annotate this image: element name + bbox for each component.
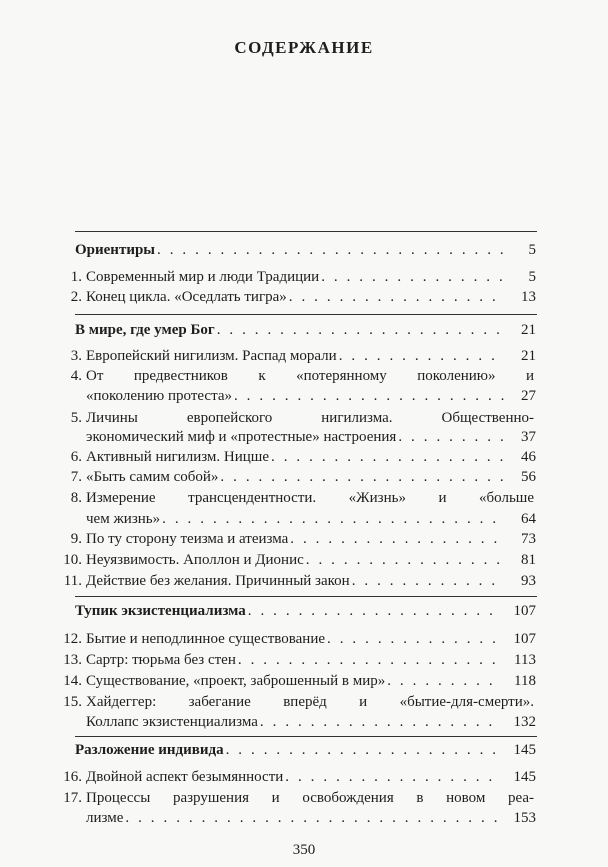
leader-dots — [220, 468, 504, 486]
entry-title-line: чем жизнь» — [86, 511, 161, 527]
entry-title-line: экономический миф и «протестные» настроения — [86, 429, 397, 445]
leader-dots — [339, 347, 504, 365]
entry-title: Европейский нигилизм. Распад морали — [86, 348, 337, 364]
entry-page: 153 — [513, 810, 536, 826]
entry-title-line: Хайдеггер: забегание вперёд и «бытие-для-смерти». — [86, 694, 534, 710]
entry-number: 15. — [63, 694, 82, 710]
entry-page: 107 — [513, 631, 536, 647]
leader-dots — [217, 321, 504, 339]
toc-entry[interactable] — [86, 489, 534, 507]
entry-page: 73 — [521, 531, 536, 547]
entry-number: 12. — [63, 631, 82, 647]
toc-entry[interactable] — [86, 551, 506, 569]
entry-title-line: Коллапс экзистенциализма — [86, 714, 258, 730]
leader-dots — [352, 572, 504, 590]
entry-number: 6. — [70, 449, 82, 465]
entry-title: Двойной аспект безымянности — [86, 769, 284, 785]
toc-entry[interactable] — [86, 367, 534, 385]
entry-title: Действие без желания. Причинный закон — [86, 573, 350, 589]
toc-entry[interactable] — [86, 530, 506, 548]
section-page: 107 — [513, 603, 536, 619]
entry-title: Активный нигилизм. Ницше — [86, 449, 270, 465]
toc-entry-continuation[interactable] — [86, 809, 499, 827]
toc-entry[interactable] — [86, 630, 499, 648]
entry-page: 113 — [514, 652, 536, 668]
toc-entry-continuation[interactable] — [86, 510, 506, 528]
toc-section[interactable] — [75, 241, 506, 259]
entry-page: 37 — [521, 429, 536, 445]
page-title: СОДЕРЖАНИЕ — [234, 38, 374, 57]
toc-entry[interactable] — [86, 448, 506, 466]
entry-number: 5. — [70, 410, 82, 426]
leader-dots — [398, 428, 504, 446]
entry-title: Конец цикла. «Оседлать тигра» — [86, 289, 287, 305]
entry-number: 16. — [63, 769, 82, 785]
leader-dots — [238, 651, 497, 669]
leader-dots — [234, 387, 504, 405]
leader-dots — [260, 713, 497, 731]
toc-entry[interactable] — [86, 409, 534, 427]
section-page: 145 — [513, 742, 536, 758]
entry-title-line: Личины европейского нигилизма. Общественно- — [86, 410, 534, 426]
leader-dots — [248, 602, 497, 620]
entry-number: 13. — [63, 652, 82, 668]
entry-page: 21 — [521, 348, 536, 364]
leader-dots — [387, 672, 497, 690]
section-page: 5 — [528, 242, 536, 258]
leader-dots — [285, 768, 497, 786]
leader-dots — [157, 241, 504, 259]
leader-dots — [162, 510, 504, 528]
section-divider — [75, 736, 537, 737]
entry-number: 17. — [63, 790, 82, 806]
entry-title: По ту сторону теизма и атеизма — [86, 531, 289, 547]
toc-entry[interactable] — [86, 693, 534, 711]
toc-entry[interactable] — [86, 768, 499, 786]
section-title: Ориентиры — [75, 242, 156, 258]
section-title: Тупик экзистенциализма — [75, 603, 246, 619]
leader-dots — [226, 741, 497, 759]
toc-entry[interactable] — [86, 347, 506, 365]
entry-title-line: Измерение трансцендентности. «Жизнь» и «больше — [86, 490, 534, 506]
toc-entry[interactable] — [86, 572, 506, 590]
entry-title-line: Процессы разрушения и освобождения в новом реа- — [86, 790, 534, 806]
toc-entry[interactable] — [86, 672, 499, 690]
entry-page: 64 — [521, 511, 536, 527]
toc-section[interactable] — [75, 741, 499, 759]
entry-page: 13 — [521, 289, 536, 305]
section-divider — [75, 596, 537, 597]
leader-dots — [321, 268, 504, 286]
toc-entry[interactable] — [86, 268, 506, 286]
page-number: 350 — [292, 842, 316, 858]
entry-title-line: лизме — [86, 810, 124, 826]
entry-number: 11. — [63, 573, 82, 589]
entry-page: 145 — [513, 769, 536, 785]
toc-entry[interactable] — [86, 468, 506, 486]
section-title: В мире, где умер Бог — [75, 322, 215, 338]
section-title: Разложение индивида — [75, 742, 224, 758]
entry-page: 132 — [513, 714, 536, 730]
entry-title-line: «поколению протеста» — [86, 388, 232, 404]
toc-entry[interactable] — [86, 789, 534, 807]
leader-dots — [327, 630, 497, 648]
leader-dots — [271, 448, 504, 466]
leader-dots — [290, 530, 504, 548]
entry-page: 46 — [521, 449, 536, 465]
entry-page: 56 — [521, 469, 536, 485]
leader-dots — [125, 809, 497, 827]
entry-number: 10. — [63, 552, 82, 568]
entry-number: 14. — [63, 673, 82, 689]
entry-page: 118 — [514, 673, 536, 689]
entry-number: 9. — [70, 531, 82, 547]
leader-dots — [306, 551, 504, 569]
entry-page: 93 — [521, 573, 536, 589]
entry-title-line: От предвестников к «потерянному поколению» и — [86, 368, 534, 384]
entry-number: 7. — [70, 469, 82, 485]
toc-entry-continuation[interactable] — [86, 387, 506, 405]
section-divider — [75, 314, 537, 315]
entry-title: Современный мир и люди Традиции — [86, 269, 320, 285]
entry-number: 1. — [70, 269, 82, 285]
entry-title: «Быть самим собой» — [86, 469, 219, 485]
entry-title: Бытие и неподлинное существование — [86, 631, 326, 647]
entry-number: 3. — [70, 348, 82, 364]
entry-title: Сартр: тюрьма без стен — [86, 652, 236, 668]
entry-page: 81 — [521, 552, 536, 568]
entry-number: 8. — [70, 490, 82, 506]
entry-page: 5 — [528, 269, 536, 285]
toc-entry-continuation[interactable] — [86, 713, 499, 731]
leader-dots — [289, 288, 504, 306]
entry-title: Неуязвимость. Аполлон и Дионис — [86, 552, 304, 568]
toc-section[interactable] — [75, 602, 499, 620]
section-divider — [75, 231, 537, 232]
toc-entry-continuation[interactable] — [86, 428, 506, 446]
toc-entry[interactable] — [86, 288, 506, 306]
entry-number: 2. — [70, 289, 82, 305]
toc-section[interactable] — [75, 321, 506, 339]
entry-title: Существование, «проект, заброшенный в мир» — [86, 673, 386, 689]
entry-number: 4. — [70, 368, 82, 384]
toc-entry[interactable] — [86, 651, 499, 669]
section-page: 21 — [521, 322, 536, 338]
entry-page: 27 — [521, 388, 536, 404]
